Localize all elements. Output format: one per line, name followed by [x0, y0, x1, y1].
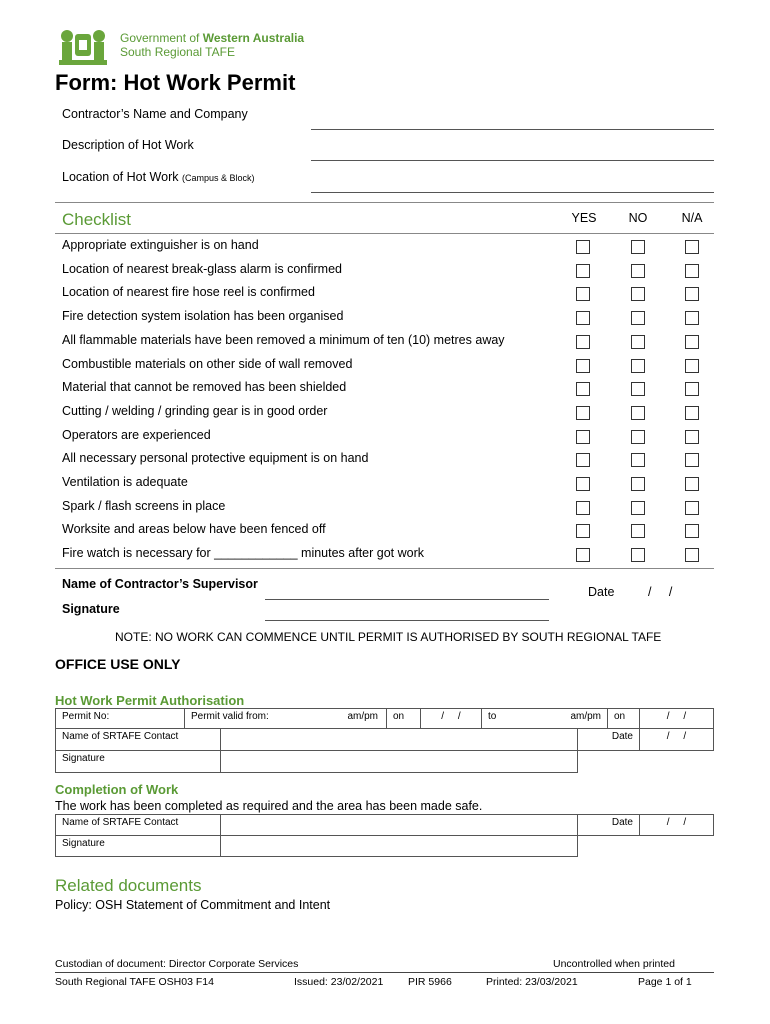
- checkbox-no[interactable]: [631, 264, 645, 278]
- checkbox-na[interactable]: [685, 477, 699, 491]
- org-line2: South Regional TAFE: [120, 45, 235, 59]
- checkbox-yes[interactable]: [576, 287, 590, 301]
- checkbox-yes[interactable]: [576, 335, 590, 349]
- completion-signature-field[interactable]: [220, 835, 578, 857]
- checkbox-yes[interactable]: [576, 240, 590, 254]
- contractor-label: Contractor’s Name and Company: [62, 107, 248, 121]
- checkbox-no[interactable]: [631, 430, 645, 444]
- completion-contact-label: Name of SRTAFE Contact: [62, 817, 179, 828]
- checkbox-no[interactable]: [631, 501, 645, 515]
- office-use-title: OFFICE USE ONLY: [55, 656, 181, 672]
- contractor-field[interactable]: [311, 129, 714, 130]
- checkbox-na[interactable]: [685, 359, 699, 373]
- supervisor-signature-label: Signature: [62, 602, 120, 616]
- supervisor-date-field[interactable]: / /: [648, 585, 673, 599]
- checkbox-yes[interactable]: [576, 406, 590, 420]
- checklist-item-label: Spark / flash screens in place: [62, 498, 226, 513]
- checklist-item-label: Location of nearest break-glass alarm is confirmed: [62, 261, 342, 276]
- completion-statement: The work has been completed as required and the area has been made safe.: [55, 799, 483, 813]
- date1-value: / /: [441, 711, 461, 722]
- checkbox-na[interactable]: [685, 453, 699, 467]
- checklist-item-label: Material that cannot be removed has been shielded: [62, 380, 347, 395]
- footer-pir: PIR 5966: [408, 976, 452, 988]
- checkbox-na[interactable]: [685, 524, 699, 538]
- checkbox-no[interactable]: [631, 335, 645, 349]
- checklist-item-label: Operators are experienced: [62, 427, 211, 442]
- checkbox-na[interactable]: [685, 548, 699, 562]
- checklist-item-label: Cutting / welding / grinding gear is in good order: [62, 403, 328, 418]
- checkbox-na[interactable]: [685, 240, 699, 254]
- description-field[interactable]: [311, 160, 714, 161]
- auth-signature-field[interactable]: [220, 750, 578, 773]
- checklist-item-label: All necessary personal protective equipment is on hand: [62, 451, 369, 466]
- checklist-item-label: Combustible materials on other side of wall removed: [62, 356, 353, 371]
- checkbox-na[interactable]: [685, 501, 699, 515]
- form-title: Form: Hot Work Permit: [55, 70, 296, 95]
- to-label: to: [488, 711, 497, 722]
- supervisor-name-label: Name of Contractor’s Supervisor: [62, 577, 258, 591]
- checkbox-na[interactable]: [685, 335, 699, 349]
- org-name: [120, 31, 304, 59]
- related-policy: Policy: OSH Statement of Commitment and Intent: [55, 898, 331, 912]
- related-title: Related documents: [55, 876, 202, 895]
- completion-contact-field[interactable]: [220, 814, 578, 836]
- supervisor-name-field[interactable]: [265, 599, 549, 600]
- checkbox-yes[interactable]: [576, 524, 590, 538]
- date2-value: / /: [666, 711, 687, 722]
- location-label: [62, 170, 255, 184]
- auth-date-field[interactable]: [639, 728, 714, 751]
- auth-contact-field[interactable]: [220, 728, 578, 751]
- auth-contact-label-cell: [55, 728, 221, 751]
- completion-signature-label-cell: [55, 835, 221, 857]
- checklist-item-label: Fire detection system isolation has been organised: [62, 309, 344, 324]
- checkbox-yes[interactable]: [576, 382, 590, 396]
- auth-date-value: / /: [666, 731, 687, 742]
- checkbox-yes[interactable]: [576, 359, 590, 373]
- on1-cell[interactable]: [386, 708, 421, 729]
- location-label-text: Location of Hot Work: [62, 170, 179, 184]
- auth-date-label-cell: [577, 728, 640, 751]
- footer-uncontrolled: Uncontrolled when printed: [553, 958, 675, 970]
- footer-rule: [55, 972, 714, 973]
- checklist-item-label: Appropriate extinguisher is on hand: [62, 238, 259, 252]
- checkbox-na[interactable]: [685, 430, 699, 444]
- valid-from-label: Permit valid from:: [191, 711, 269, 722]
- location-hint: (Campus & Block): [181, 173, 255, 183]
- divider-top: [55, 202, 714, 203]
- date1-cell[interactable]: [420, 708, 482, 729]
- checkbox-no[interactable]: [631, 453, 645, 467]
- checkbox-no[interactable]: [631, 287, 645, 301]
- checklist-item-label: Worksite and areas below have been fenced off: [62, 522, 326, 537]
- footer-printed: Printed: 23/03/2021: [486, 976, 578, 988]
- description-label: Description of Hot Work: [62, 138, 194, 152]
- completion-contact-label-cell: [55, 814, 221, 836]
- auth-contact-label: Name of SRTAFE Contact: [62, 731, 179, 742]
- permit-no-cell[interactable]: [55, 708, 185, 729]
- completion-date-label-cell: [577, 814, 640, 836]
- ampm2-label: am/pm: [570, 711, 601, 722]
- footer-doc-code: South Regional TAFE OSH03 F14: [55, 976, 214, 988]
- checklist-item-label: Ventilation is adequate: [62, 475, 188, 489]
- checkbox-no[interactable]: [631, 359, 645, 373]
- checkbox-no[interactable]: [631, 548, 645, 562]
- date2-cell[interactable]: [639, 708, 714, 729]
- to-cell[interactable]: [481, 708, 608, 729]
- checkbox-yes[interactable]: [576, 311, 590, 325]
- checkbox-no[interactable]: [631, 240, 645, 254]
- checklist-title: Checklist: [62, 210, 131, 229]
- checkbox-no[interactable]: [631, 382, 645, 396]
- checkbox-yes[interactable]: [576, 548, 590, 562]
- auth-date-label: Date: [611, 731, 633, 742]
- checkbox-yes[interactable]: [576, 264, 590, 278]
- completion-title: Completion of Work: [55, 782, 179, 797]
- checkbox-na[interactable]: [685, 287, 699, 301]
- checkbox-yes[interactable]: [576, 477, 590, 491]
- checkbox-na[interactable]: [685, 406, 699, 420]
- col-yes: YES: [571, 211, 597, 225]
- completion-date-field[interactable]: [639, 814, 714, 836]
- checklist-item-label: Fire watch is necessary for ____________ minutes after got work: [62, 546, 424, 561]
- ampm1-label: am/pm: [347, 711, 378, 722]
- on2-label: on: [614, 711, 626, 722]
- location-field[interactable]: [311, 192, 714, 193]
- checkbox-na[interactable]: [685, 311, 699, 325]
- checklist-item-label: Location of nearest fire hose reel is confirmed: [62, 285, 315, 300]
- checklist-item-label: All flammable materials have been removed a minimum of ten (10) metres away: [62, 332, 505, 347]
- footer-page: Page 1 of 1: [638, 976, 692, 988]
- on1-label: on: [393, 711, 405, 722]
- on2-cell[interactable]: [607, 708, 640, 729]
- permit-note: NOTE: NO WORK CAN COMMENCE UNTIL PERMIT IS AUTHORISED BY SOUTH REGIONAL TAFE: [115, 630, 662, 644]
- org-line1-bold: Western Australia: [202, 31, 305, 45]
- footer-custodian: Custodian of document: Director Corporate Services: [55, 958, 299, 970]
- checkbox-yes[interactable]: [576, 430, 590, 444]
- checkbox-no[interactable]: [631, 524, 645, 538]
- supervisor-signature-field[interactable]: [265, 620, 549, 621]
- checkbox-no[interactable]: [631, 311, 645, 325]
- checkbox-no[interactable]: [631, 406, 645, 420]
- valid-from-cell[interactable]: [184, 708, 387, 729]
- authorisation-title: Hot Work Permit Authorisation: [55, 693, 245, 708]
- col-na: N/A: [681, 211, 703, 225]
- supervisor-date-label: Date: [588, 585, 615, 599]
- auth-signature-label-cell: [55, 750, 221, 773]
- checkbox-yes[interactable]: [576, 501, 590, 515]
- completion-date-value: / /: [666, 817, 687, 828]
- footer-issued: Issued: 23/02/2021: [294, 976, 384, 988]
- checkbox-na[interactable]: [685, 382, 699, 396]
- checkbox-na[interactable]: [685, 264, 699, 278]
- checklist-header-rule: [55, 233, 714, 234]
- permit-no-label: Permit No:: [62, 711, 110, 722]
- checkbox-yes[interactable]: [576, 453, 590, 467]
- crest-logo: [55, 24, 111, 68]
- auth-signature-label: Signature: [62, 753, 105, 764]
- col-no: NO: [628, 211, 648, 225]
- divider-checklist-bottom: [55, 568, 714, 569]
- checkbox-no[interactable]: [631, 477, 645, 491]
- completion-date-label: Date: [611, 817, 633, 828]
- org-line1-prefix: Government of: [120, 31, 200, 45]
- completion-signature-label: Signature: [62, 838, 105, 849]
